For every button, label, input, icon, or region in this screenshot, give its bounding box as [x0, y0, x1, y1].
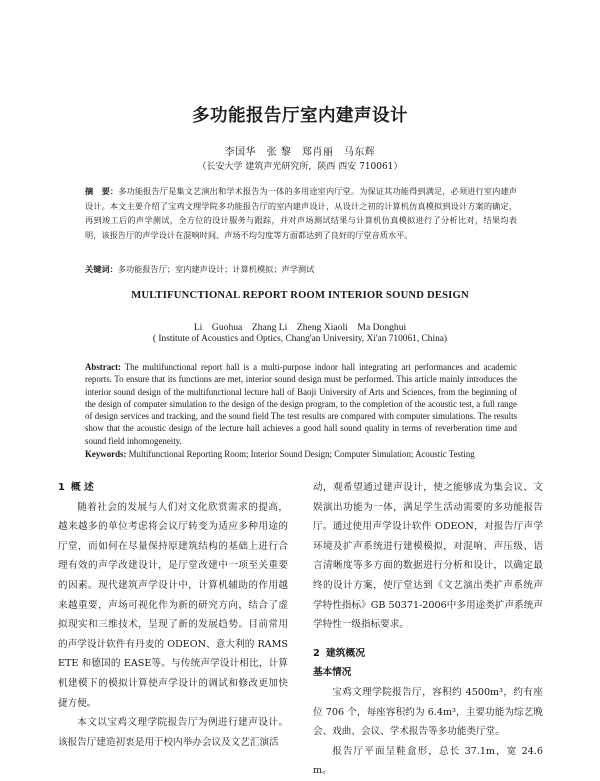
keywords-cn-text: 多功能报告厅；室内建声设计；计算机模拟；声学测试	[117, 264, 315, 274]
keywords-en-text: Multifunctional Reporting Room; Interior Sound Design; Computer Simulation; Acoustic Testing	[126, 449, 475, 459]
section-1-paragraph-1: 随着社会的发展与人们对文化欣赏需求的提高，越来越多的单位考虑将会议厅转变为适应多种用途的厅堂，而如何在尽量保持原建筑结构的基础上进行合理有效的声学改建设计，是厅堂改建中一项至关重要的因素。现代建筑声学设计中，计算机辅助的作用越来越重要，声场可视化作为新的研究方向，结合了虚拟现实和三维技术，呈现了新的发展趋势。目前常用的声学设计软件有丹麦的 ODEON、意大利的 RAMSETE 和德国的 EASE等。与传统声学设计相比，计算机建模下的模拟计算使声学设计的调试和修改更加快捷方便。	[58, 501, 288, 709]
authors-en: Li Guohua Zhang Li Zheng Xiaoli Ma Donghui	[193, 322, 407, 333]
affiliation-en: ( Institute of Acoustics and Optics, Chang'an University, Xi'an 710061, China)	[152, 334, 448, 344]
authors-cn: 李国华 张 黎 郑肖丽 马东辉	[224, 147, 376, 158]
affiliation-cn: （长安大学 建筑声光研究所，陕西 西安 710061）	[197, 162, 403, 172]
abstract-cn	[85, 184, 517, 242]
section-2-heading	[313, 644, 543, 664]
section-1-title: 概 述	[70, 482, 94, 493]
section-2-paragraph-2: 报告厅平面呈鞋盒形，总长 37.1m，宽 24.6m。	[313, 745, 543, 777]
abstract-en-label: Abstract:	[85, 362, 121, 372]
section-2-number: 2	[313, 647, 320, 659]
paper-title-cn: 多功能报告厅室内建声设计	[192, 106, 408, 126]
keywords-cn	[85, 262, 517, 276]
abstract-en	[85, 361, 517, 447]
paper-title-en: MULTIFUNCTIONAL REPORT ROOM INTERIOR SOUND DESIGN	[131, 290, 469, 301]
section-2-title: 建筑概况	[325, 647, 366, 659]
body-column-right	[313, 478, 543, 781]
abstract-cn-label: 摘 要：	[85, 186, 119, 196]
abstract-cn-text: 多功能报告厅是集文艺演出和学术报告为一体的多用途室内厅堂。为保证其功能得到满足，必须进行室内建声设计。本文主要介绍了宝鸡文理学院多功能报告厅的室内建声设计，从设计之初的计算机仿真模拟到设计方案的确定，再到竣工后的声学测试，全方位的设计服务与跟踪，并对声场测试结果与计算机仿真模拟进行了分析比对，结果均表明，该报告厅的声学设计在混响时间、声场不均匀度等方面都达到了良好的厅堂音质水平。	[85, 186, 517, 240]
section-1-paragraph-2: 本文以宝鸡文理学院报告厅为例进行建声设计。该报告厅建造初衷是用于校内举办会议及文艺汇演活	[58, 717, 288, 748]
abstract-en-text: The multifunctional report hall is a multi-purpose indoor hall integrating art performances and academic reports. To ensure that its functions are met, interior sound design must be performed. This article mainly introduces the interior sound design of the multifunctional lecture hall of Baoji University of Arts and Sciences, from the beginning of the design of computer simulation to the design of the design program, to the completion of the acoustic test, a full range of design services and tracking, and the sound field The test results are compared with computer simulations. The results show that the acoustic design of the lecture hall achieves a good hall sound quality in terms of reverberation time and sound field inhomogeneity.	[85, 362, 517, 446]
keywords-en	[85, 448, 517, 460]
subsection-basic-heading: 基本情况	[313, 667, 352, 679]
section-1-heading	[58, 478, 288, 498]
keywords-cn-label: 关键词：	[85, 264, 118, 274]
section-2-paragraph-1: 宝鸡文理学院报告厅，容积约 4500m³，约有座位 706 个，每座容积约为 6.4m³，主要功能为综艺晚会、戏曲、会议、学术报告等多功能类厅堂。	[313, 686, 543, 738]
body-column-left	[58, 478, 288, 752]
keywords-en-label: Keywords:	[85, 449, 127, 459]
section-1-number: 1	[58, 482, 65, 493]
section-1-paragraph-2-continued: 动，观希望通过建声设计，使之能够成为集会议、文娱演出功能为一体，满足学生活动需要的多功能报告厅。通过使用声学设计软件 ODEON，对报告厅声学环境及扩声系统进行建模模拟，对混响、声压级、语言清晰度等多方面的数据进行分析和设计，以确定最终的设计方案，使厅堂达到《文艺演出类扩声系统声学特性指标》GB 50371-2006中多用途类扩声系统声学特性一级指标要求。	[313, 482, 543, 631]
section-gap	[313, 635, 543, 644]
